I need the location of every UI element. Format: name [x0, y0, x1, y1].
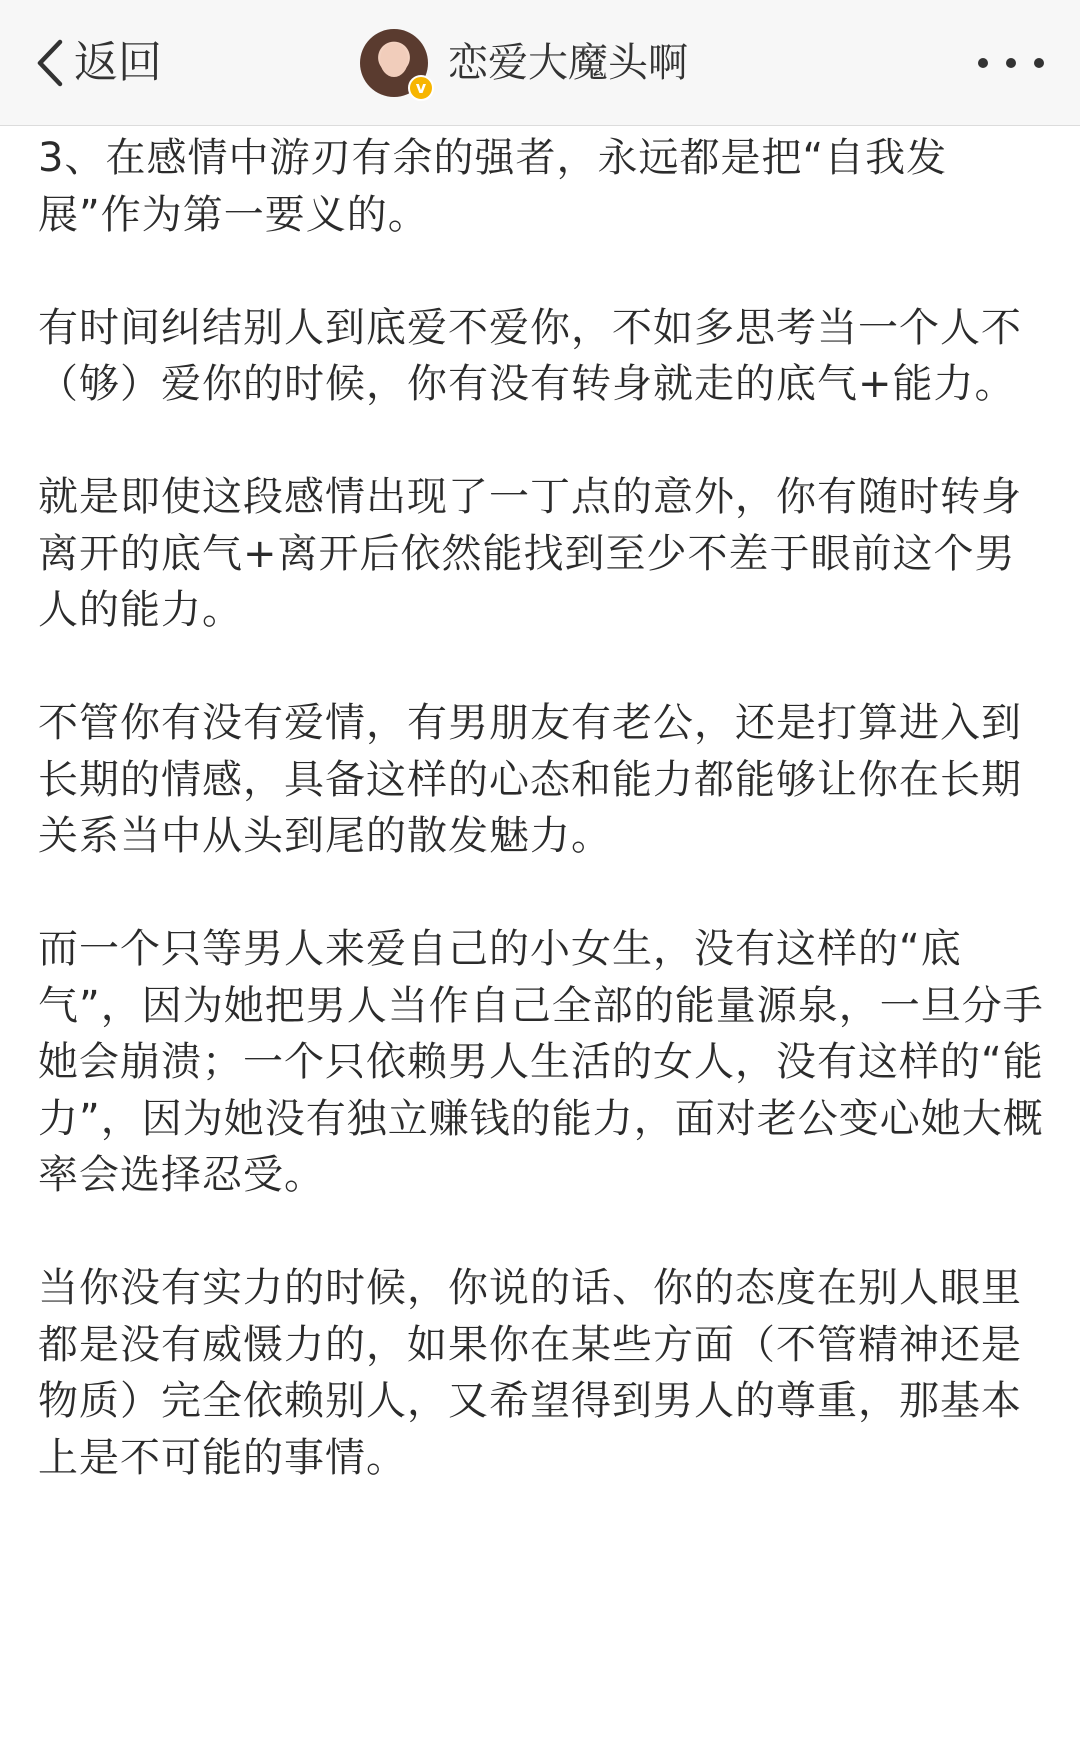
verified-badge-icon: v — [408, 75, 434, 101]
top-navigation-bar — [0, 0, 1080, 126]
avatar[interactable] — [360, 29, 428, 97]
post-paragraph: 就是即使这段感情出现了一丁点的意外，你有随时转身离开的底气+离开后依然能找到至少不差于眼前这个男人的能力。 — [38, 474, 1022, 633]
back-button[interactable] — [30, 34, 162, 92]
post-paragraph: 当你没有实力的时候，你说的话、你的态度在别人眼里都是没有威慑力的，如果你在某些方面（不管精神还是物质）完全依赖别人，又希望得到男人的尊重，那基本上是不可能的事情。 — [38, 1265, 1022, 1481]
post-paragraph: 不管你有没有爱情，有男朋友有老公，还是打算进入到长期的情感，具备这样的心态和能力都能够让你在长期关系当中从头到尾的散发魅力。 — [38, 700, 1022, 859]
more-dot-icon — [1034, 58, 1044, 68]
author-profile[interactable] — [360, 28, 688, 98]
post-paragraph: 而一个只等男人来爱自己的小女生，没有这样的“底气”，因为她把男人当作自己全部的能量源泉，一旦分手她会崩溃；一个只依赖男人生活的女人，没有这样的“能力”，因为她没有独立赚钱的能力，面对老公变心她大概率会选择忍受。 — [38, 926, 1044, 1198]
post-content — [38, 130, 1048, 1543]
post-paragraph: 3、在感情中游刃有余的强者，永远都是把“自我发展”作为第一要义的。 — [38, 135, 948, 238]
more-dot-icon — [1006, 58, 1016, 68]
chevron-left-icon — [30, 34, 70, 92]
more-dot-icon — [978, 58, 988, 68]
back-label: 返回 — [74, 37, 162, 88]
author-username[interactable]: 恋爱大魔头啊 — [448, 40, 688, 86]
post-paragraph: 有时间纠结别人到底爱不爱你，不如多思考当一个人不（够）爱你的时候，你有没有转身就走的底气+能力。 — [38, 304, 1022, 407]
avatar-face — [380, 43, 408, 77]
more-options-button[interactable] — [978, 50, 1044, 76]
